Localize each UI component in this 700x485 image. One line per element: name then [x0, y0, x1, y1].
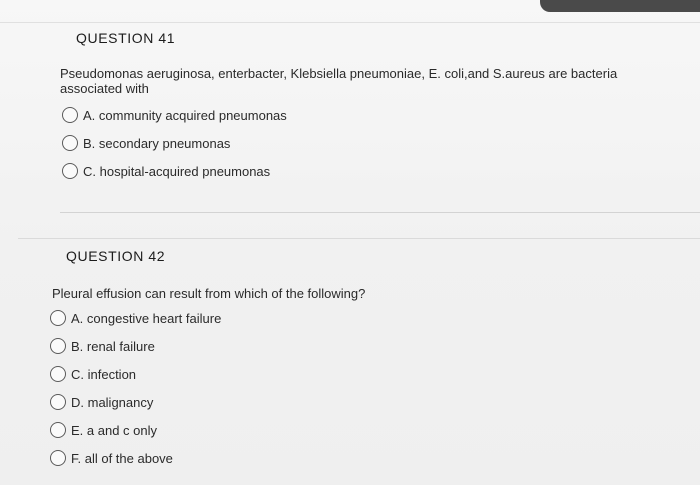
option-b[interactable] [50, 332, 670, 360]
option-c[interactable] [50, 360, 670, 388]
option-label: E. a and c only [71, 422, 157, 438]
radio-button[interactable] [50, 422, 66, 438]
radio-button[interactable] [62, 107, 78, 123]
radio-button[interactable] [50, 338, 66, 354]
divider [0, 22, 700, 23]
option-a[interactable] [50, 304, 670, 332]
option-c[interactable] [62, 157, 680, 185]
question-title: QUESTION 42 [66, 248, 166, 264]
question-text: Pseudomonas aeruginosa, enterbacter, Klebsiella pneumoniae, E. coli,and S.aureus are bacteria associated with [60, 66, 618, 96]
option-e[interactable] [50, 416, 670, 444]
option-label: C. hospital-acquired pneumonas [83, 163, 271, 179]
option-f[interactable] [50, 444, 670, 472]
answer-options [50, 304, 670, 472]
radio-button[interactable] [62, 163, 78, 179]
option-a[interactable] [62, 101, 680, 129]
option-d[interactable] [50, 388, 670, 416]
answer-options [62, 101, 680, 185]
divider [60, 212, 700, 213]
option-label: B. renal failure [71, 338, 155, 354]
radio-button[interactable] [50, 394, 66, 410]
radio-button[interactable] [50, 450, 66, 466]
option-label: C. infection [71, 366, 137, 382]
question-text: Pleural effusion can result from which of the following? [52, 286, 366, 301]
top-toolbar-button[interactable] [540, 0, 700, 12]
option-label: A. congestive heart failure [71, 310, 222, 326]
option-b[interactable] [62, 129, 680, 157]
divider [18, 238, 700, 239]
radio-button[interactable] [50, 366, 66, 382]
option-label: F. all of the above [71, 450, 173, 466]
question-42 [50, 248, 670, 472]
option-label: B. secondary pneumonas [83, 135, 231, 151]
question-41 [60, 30, 680, 185]
option-label: A. community acquired pneumonas [83, 107, 287, 123]
question-title: QUESTION 41 [76, 30, 176, 46]
option-label: D. malignancy [71, 394, 154, 410]
radio-button[interactable] [50, 310, 66, 326]
radio-button[interactable] [62, 135, 78, 151]
